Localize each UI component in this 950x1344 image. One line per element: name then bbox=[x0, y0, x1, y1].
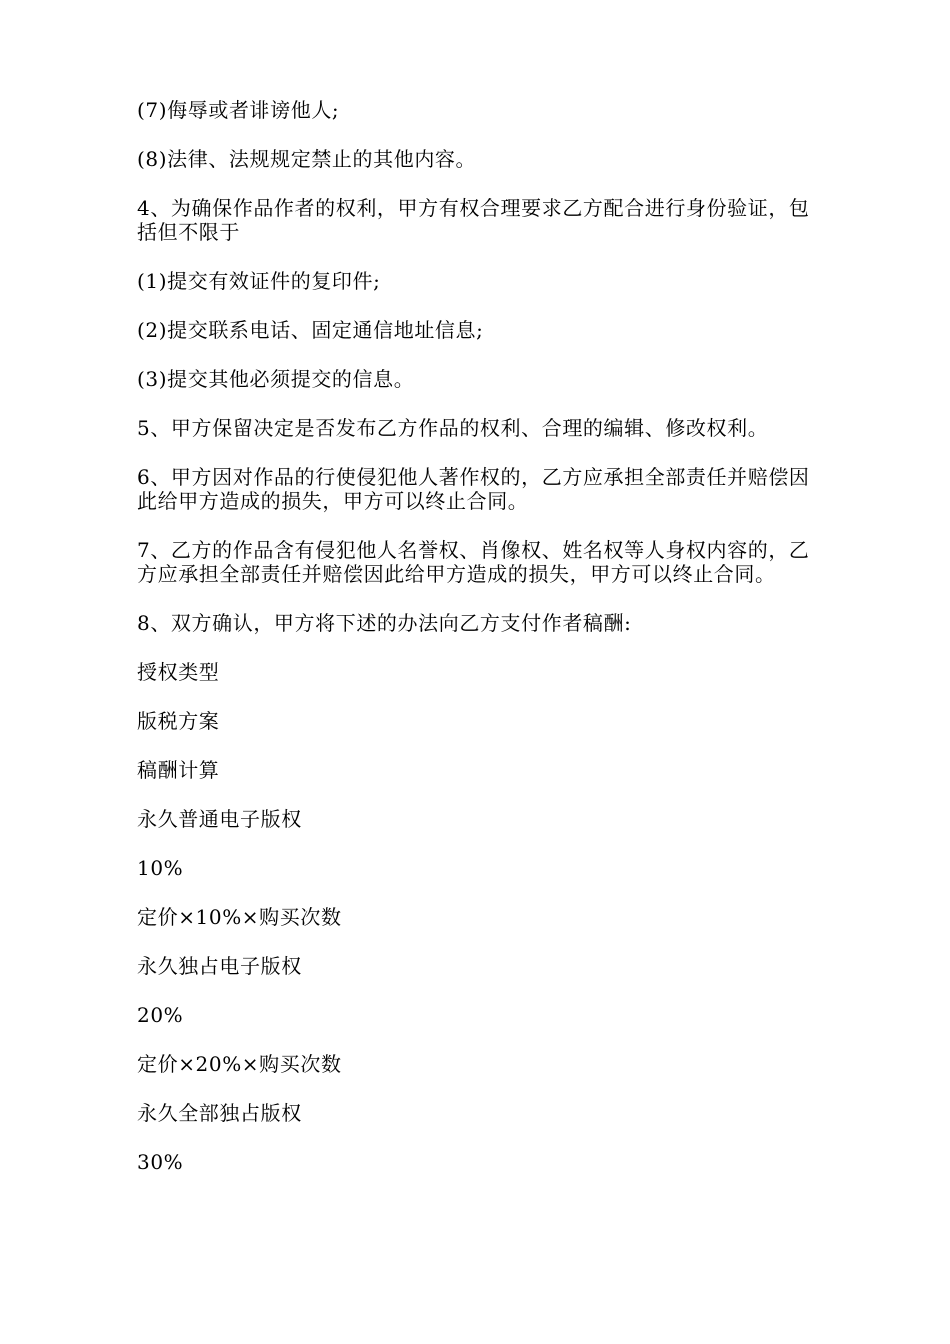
clause-8-royalty-payment: 8、双方确认，甲方将下述的办法向乙方支付作者稿酬: bbox=[137, 611, 632, 635]
royalty-row-1-formula: 定价×10%×购买次数 bbox=[137, 905, 342, 929]
royalty-header-calculation: 稿酬计算 bbox=[137, 758, 220, 782]
verification-item-3: (3)提交其他必须提交的信息。 bbox=[137, 367, 415, 391]
clause-7-personality-rights: 7、乙方的作品含有侵犯他人名誉权、肖像权、姓名权等人身权内容的，乙方应承担全部责任并赔偿因此给甲方造成的损失，甲方可以终止合同。 bbox=[137, 538, 810, 586]
royalty-row-1-rate: 10% bbox=[137, 856, 184, 880]
clause-5-publishing-rights: 5、甲方保留决定是否发布乙方作品的权利、合理的编辑、修改权利。 bbox=[137, 416, 769, 440]
royalty-header-scheme: 版税方案 bbox=[137, 709, 220, 733]
document-body bbox=[137, 98, 817, 1174]
royalty-row-3-type: 永久全部独占版权 bbox=[137, 1101, 302, 1125]
royalty-row-1-type: 永久普通电子版权 bbox=[137, 807, 302, 831]
royalty-row-3-rate: 30% bbox=[137, 1150, 184, 1174]
royalty-row-2-formula: 定价×20%×购买次数 bbox=[137, 1052, 342, 1076]
clause-4-identity-verification: 4、为确保作品作者的权利，甲方有权合理要求乙方配合进行身份验证，包括但不限于 bbox=[137, 196, 810, 244]
royalty-row-2-type: 永久独占电子版权 bbox=[137, 954, 302, 978]
royalty-header-license-type: 授权类型 bbox=[137, 660, 220, 684]
royalty-row-2-rate: 20% bbox=[137, 1003, 184, 1027]
clause-6-copyright-liability: 6、甲方因对作品的行使侵犯他人著作权的，乙方应承担全部责任并赔偿因此给甲方造成的损失，甲方可以终止合同。 bbox=[137, 465, 810, 513]
clause-item-8: (8)法律、法规规定禁止的其他内容。 bbox=[137, 147, 477, 171]
verification-item-2: (2)提交联系电话、固定通信地址信息; bbox=[137, 318, 484, 342]
verification-item-1: (1)提交有效证件的复印件; bbox=[137, 269, 381, 293]
clause-item-7: (7)侮辱或者诽谤他人; bbox=[137, 98, 340, 122]
